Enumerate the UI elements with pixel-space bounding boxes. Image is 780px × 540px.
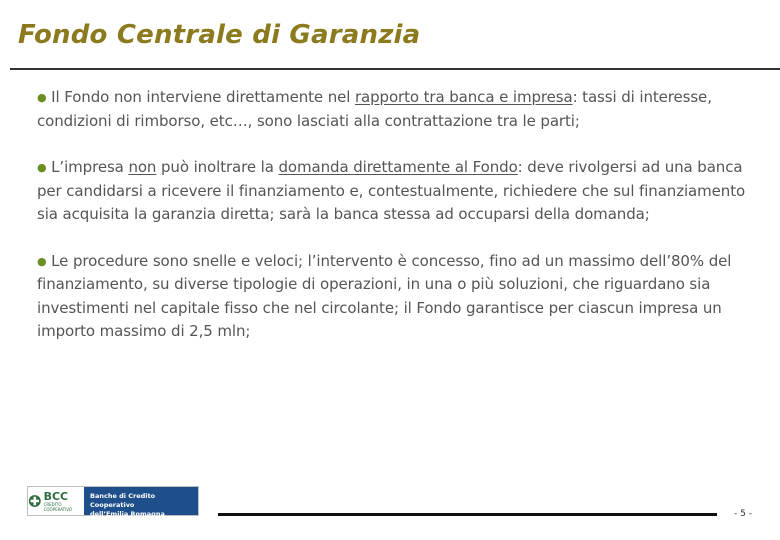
paragraph-text: : deve rivolgersi ad una banca per candidarsi a ricevere il finanziamento e, contestualmente, richiedere che sul finanziamento sia acquisita la garanzia diretta; sarà la banca stessa ad occuparsi della domanda;	[37, 158, 746, 223]
bcc-emblem-icon	[28, 493, 42, 509]
logo-name-line2: dell’Emilia Romagna	[90, 510, 165, 518]
bullet-icon: ●	[37, 161, 47, 174]
paragraph-text: : tassi di interesse, condizioni di rimborso, etc…, sono lasciati alla contrattazione tra le parti;	[37, 88, 712, 130]
paragraph-1	[37, 86, 757, 133]
paragraph-3	[37, 250, 757, 344]
title-divider	[10, 68, 780, 70]
logo-name-block	[84, 487, 198, 518]
paragraph-text: Le procedure sono snelle e veloci; l’intervento è concesso, fino ad un massimo dell’80% del finanziamento, su diverse tipologie di operazioni, in una o più soluzioni, che riguardano sia investimenti nel capitale fisso che nel circolante; il Fondo garantisce per ciascun impresa un importo massimo di 2,5 mln;	[37, 251, 732, 340]
paragraph-text: Il Fondo non interviene direttamente nel	[46, 88, 355, 106]
slide-title: Fondo Centrale di Garanzia	[18, 20, 421, 50]
slide-body	[37, 86, 757, 367]
bcc-logo-mark	[28, 487, 84, 515]
bullet-icon: ●	[37, 91, 47, 104]
footer-divider	[218, 513, 717, 516]
paragraph-2	[37, 156, 757, 227]
logo-tagline: CREDITO COOPERATIVO	[43, 501, 73, 512]
paragraph-text: L’impresa	[46, 158, 129, 176]
bullet-icon: ●	[37, 254, 47, 268]
underlined-text: domanda direttamente al Fondo	[278, 158, 518, 176]
logo-brand: BCC	[43, 489, 69, 503]
logo-name-line1: Banche di Credito Cooperativo	[90, 492, 156, 509]
page-number: - 5 -	[734, 509, 752, 519]
paragraph-text: può inoltrare la	[156, 158, 279, 176]
underlined-text: rapporto tra banca e impresa	[354, 88, 573, 106]
bcc-logo	[27, 486, 199, 516]
underlined-text: non	[128, 158, 157, 176]
